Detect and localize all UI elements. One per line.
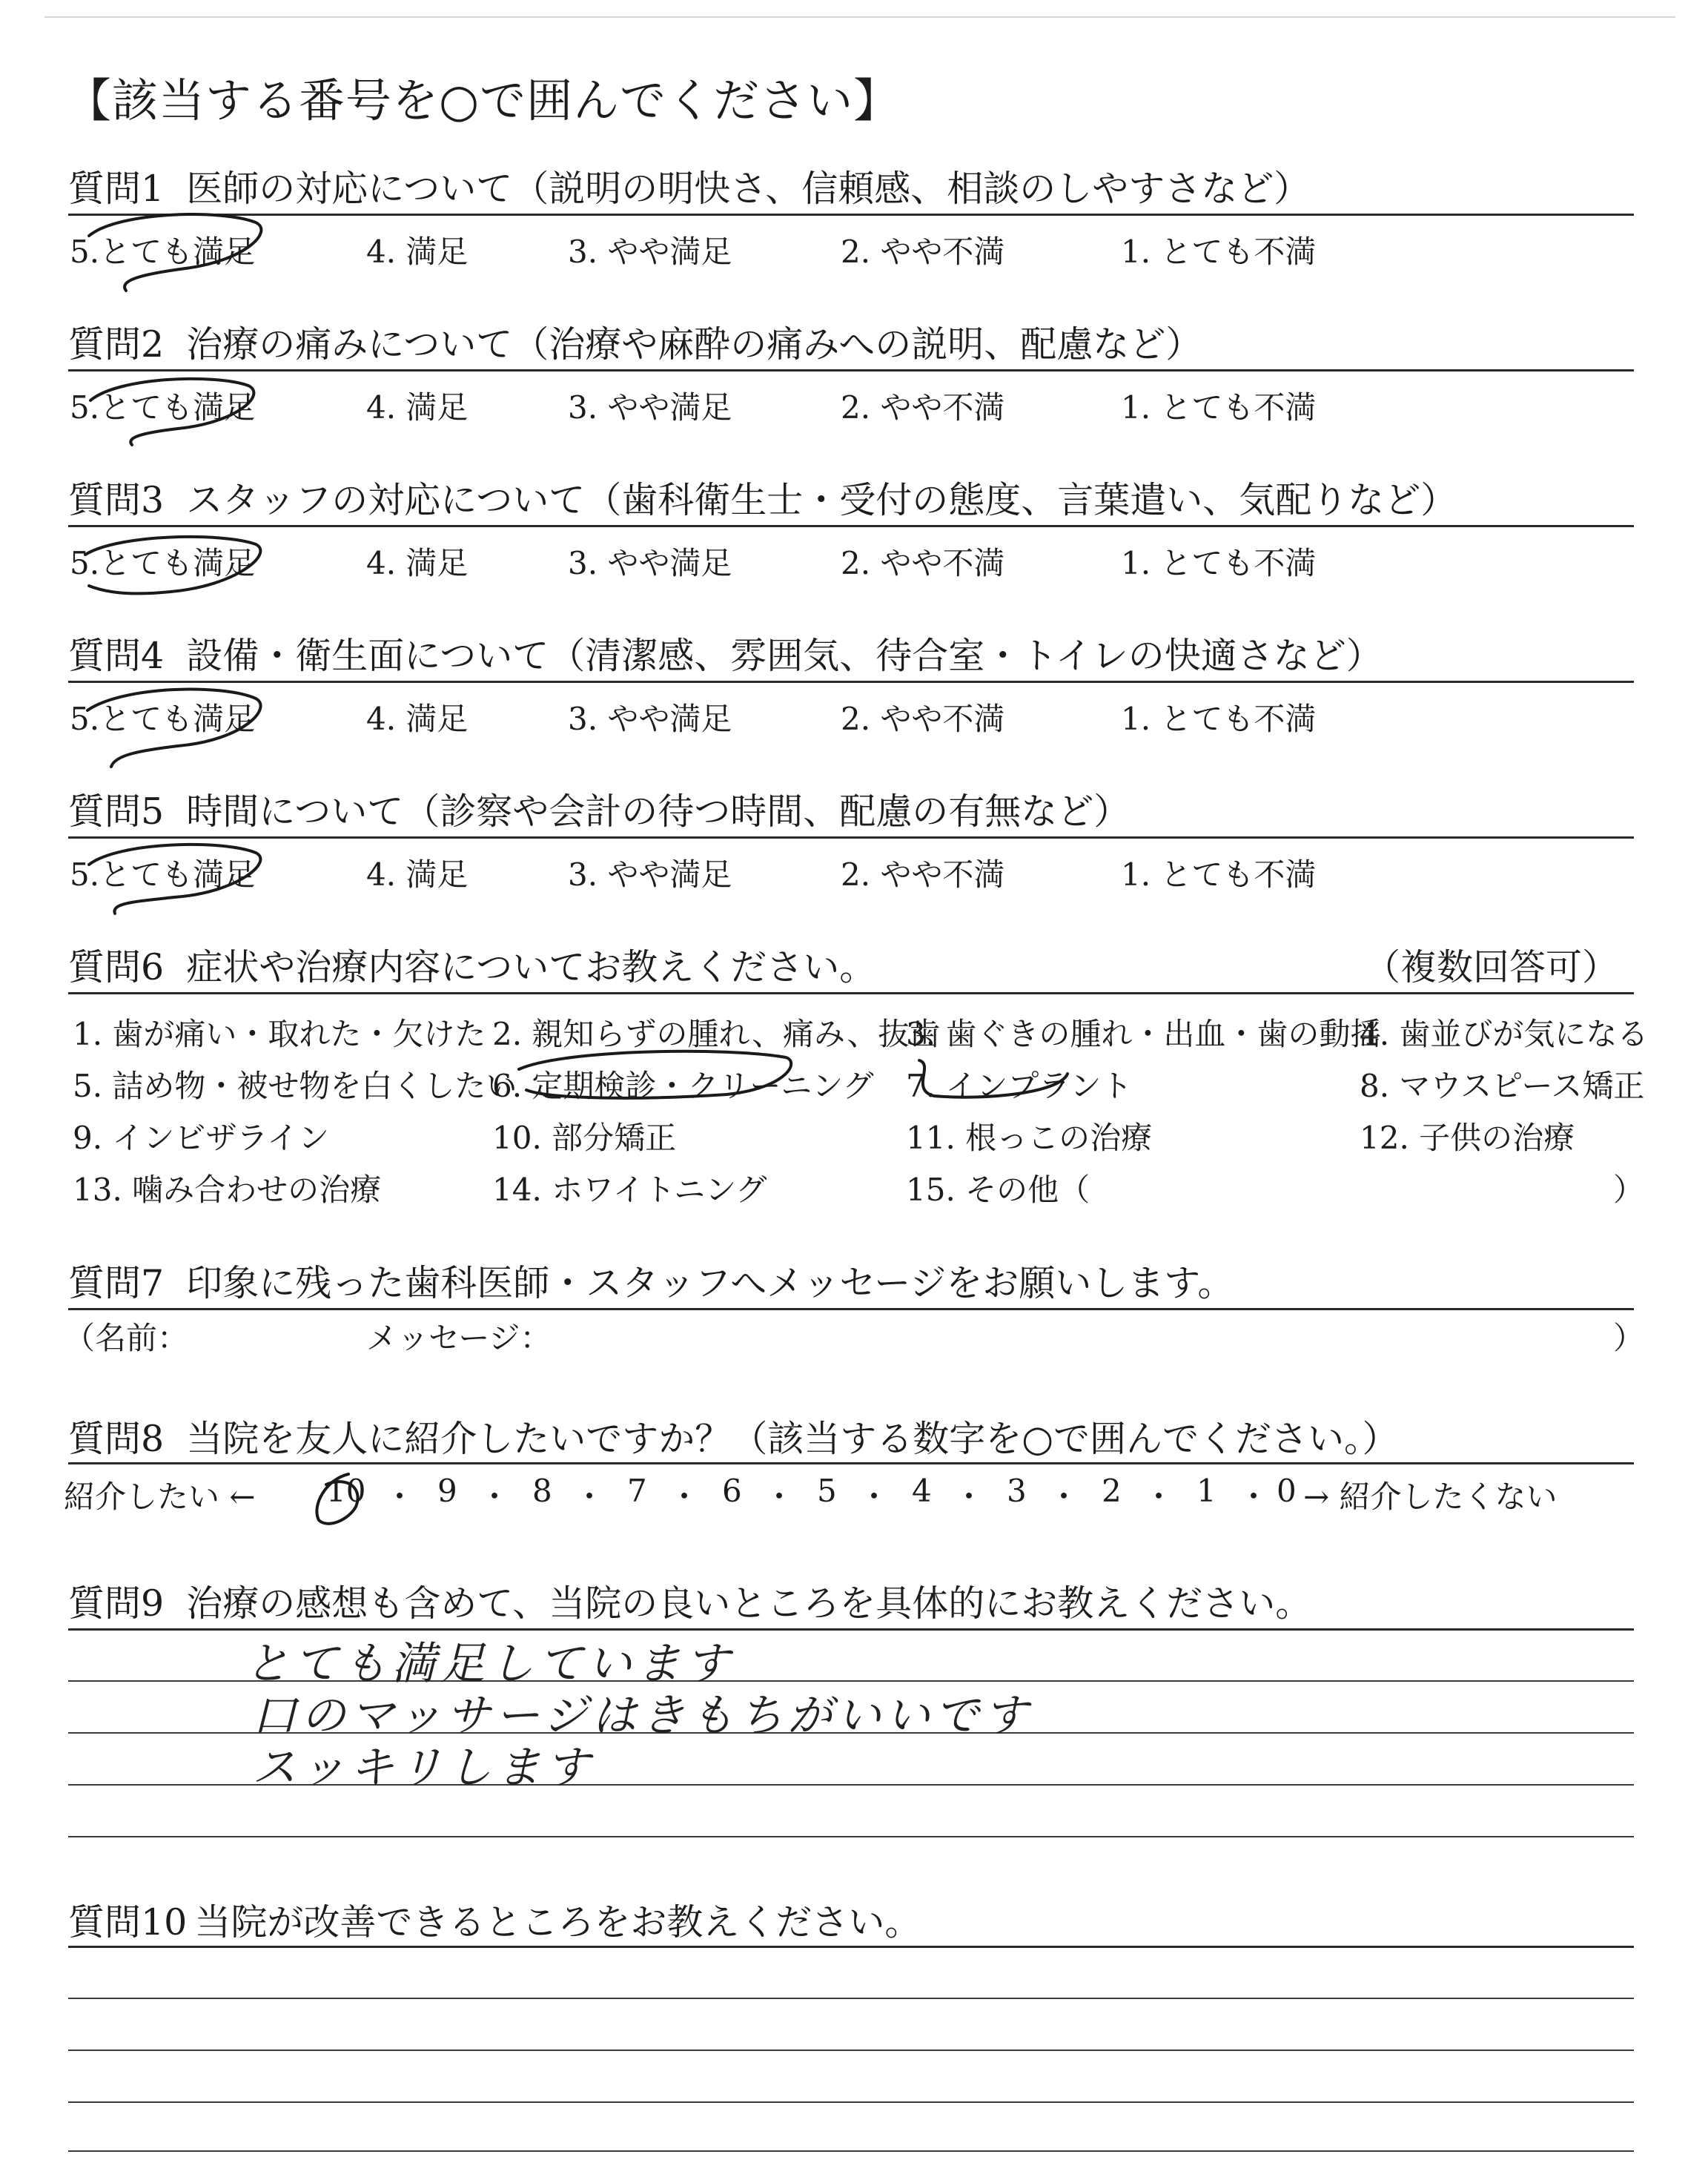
handwritten-answer-line-3[interactable]: スッキリします: [252, 1742, 595, 1794]
answer-line: [68, 1946, 1634, 1948]
answer-line: [68, 2150, 1634, 2152]
question-number: 質問8: [68, 1418, 165, 1460]
q5-option-1[interactable]: 1. とても不満: [1121, 856, 1317, 893]
question-number: 質問3: [68, 479, 165, 521]
question-divider: [68, 836, 1634, 839]
q2-option-4[interactable]: 4. 満足: [366, 389, 469, 426]
q6-option-11[interactable]: 11. 根っこの治療: [906, 1120, 1153, 1156]
answer-line: [68, 1998, 1634, 1999]
question-1: [68, 160, 1310, 212]
question-number: 質問4: [68, 635, 165, 677]
q6-option-2[interactable]: 2. 親知らずの腫れ、痛み、抜歯: [492, 1016, 941, 1052]
q4-option-2[interactable]: 2. やや不満: [841, 701, 1005, 737]
question-8: [68, 1410, 1398, 1462]
q4-option-4[interactable]: 4. 満足: [366, 701, 469, 737]
question-divider: [68, 1462, 1634, 1464]
q5-option-5[interactable]: 5.とても満足: [70, 856, 256, 893]
question-divider: [68, 214, 1634, 216]
q6-option-14[interactable]: 14. ホワイトニング: [492, 1172, 767, 1208]
q4-option-5[interactable]: 5.とても満足: [70, 701, 256, 737]
q8-score-1[interactable]: 1: [1196, 1473, 1217, 1509]
q6-option-9[interactable]: 9. インビザライン: [73, 1120, 330, 1156]
q6-option-15[interactable]: 15. その他（: [906, 1172, 1090, 1208]
question-6: [68, 939, 875, 991]
top-border: [44, 16, 1675, 18]
q2-option-5[interactable]: 5.とても満足: [70, 389, 256, 426]
question-text: 印象に残った歯科医師・スタッフへメッセージをお願いします。: [186, 1262, 1234, 1304]
q5-option-2[interactable]: 2. やや不満: [841, 856, 1005, 893]
q1-option-2[interactable]: 2. やや不満: [841, 234, 1005, 270]
q3-option-4[interactable]: 4. 満足: [366, 545, 469, 581]
question-number: 質問7: [68, 1262, 165, 1304]
q8-score-9[interactable]: 9: [437, 1473, 457, 1509]
q8-separator: ・: [669, 1479, 701, 1515]
q8-right-label: → 紹介したくない: [1303, 1479, 1558, 1515]
handwritten-answer-line-2[interactable]: 口のマッサージはきもちがいいです: [252, 1690, 1033, 1742]
q8-score-4[interactable]: 4: [912, 1473, 932, 1509]
question-text: 治療の感想も含めて、当院の良いところを具体的にお教えください。: [186, 1582, 1312, 1625]
q8-score-8[interactable]: 8: [532, 1473, 552, 1509]
question-4: [68, 627, 1383, 679]
q6-option-4[interactable]: 4. 歯並びが気になる: [1360, 1016, 1649, 1052]
q2-option-2[interactable]: 2. やや不満: [841, 389, 1005, 426]
q4-option-3[interactable]: 3. やや満足: [568, 701, 732, 737]
question-text: 設備・衛生面について（清潔感、雰囲気、待合室・トイレの快適さなど）: [186, 635, 1383, 677]
q3-option-3[interactable]: 3. やや満足: [568, 545, 732, 581]
q6-option-6[interactable]: 6. 定期検診・クリーニング: [492, 1068, 874, 1104]
question-7: [68, 1255, 1234, 1307]
q3-option-2[interactable]: 2. やや不満: [841, 545, 1005, 581]
multiple-answer-note: （複数回答可）: [1364, 946, 1619, 988]
q6-option-5[interactable]: 5. 詰め物・被せ物を白くしたい: [73, 1068, 517, 1104]
q6-other-close: ）: [1613, 1172, 1645, 1208]
q8-separator: ・: [953, 1479, 985, 1515]
q2-option-1[interactable]: 1. とても不満: [1121, 389, 1317, 426]
q3-option-5[interactable]: 5.とても満足: [70, 545, 256, 581]
q8-score-6[interactable]: 6: [722, 1473, 742, 1509]
q4-option-1[interactable]: 1. とても不満: [1121, 701, 1317, 737]
question-text: スタッフの対応について（歯科衛生士・受付の態度、言葉遣い、気配りなど）: [186, 479, 1457, 521]
q8-separator: ・: [384, 1479, 416, 1515]
q1-option-5[interactable]: 5.とても満足: [70, 234, 256, 270]
q8-left-label: 紹介したい ←: [64, 1479, 256, 1515]
question-text: 医師の対応について（説明の明快さ、信頼感、相談のしやすさなど）: [186, 168, 1311, 210]
q6-option-13[interactable]: 13. 噛み合わせの治療: [73, 1172, 382, 1208]
q6-option-12[interactable]: 12. 子供の治療: [1360, 1120, 1575, 1156]
q7-close: ）: [1613, 1320, 1645, 1356]
q6-option-1[interactable]: 1. 歯が痛い・取れた・欠けた: [73, 1016, 486, 1052]
q1-option-1[interactable]: 1. とても不満: [1121, 234, 1317, 270]
q8-separator: ・: [1048, 1479, 1080, 1515]
q6-option-10[interactable]: 10. 部分矯正: [492, 1120, 677, 1156]
question-number: 質問1: [68, 168, 165, 210]
q8-score-10[interactable]: 10: [326, 1473, 366, 1509]
question-number: 質問2: [68, 323, 165, 366]
question-text: 時間について（診察や会計の待つ時間、配慮の有無など）: [186, 790, 1131, 833]
question-divider: [68, 525, 1634, 527]
question-9: [68, 1575, 1311, 1627]
q1-option-4[interactable]: 4. 満足: [366, 234, 469, 270]
question-text: 当院が改善できるところをお教えください。: [194, 1901, 921, 1943]
q7-message-label: メッセージ：: [366, 1320, 552, 1356]
q6-option-3[interactable]: 3. 歯ぐきの腫れ・出血・歯の動揺: [906, 1016, 1382, 1052]
q8-score-7[interactable]: 7: [627, 1473, 647, 1509]
answer-line: [68, 2101, 1634, 2103]
question-number: 質問9: [68, 1582, 165, 1625]
q8-separator: ・: [479, 1479, 511, 1515]
question-number: 質問10: [68, 1901, 188, 1943]
question-text: 当院を友人に紹介したいですか？（該当する数字を○で囲んでください。）: [186, 1418, 1399, 1460]
q8-separator: ・: [1143, 1479, 1175, 1515]
q1-option-3[interactable]: 3. やや満足: [568, 234, 732, 270]
question-divider: [68, 369, 1634, 371]
q5-option-3[interactable]: 3. やや満足: [568, 856, 732, 893]
instruction-heading: 【該当する番号を○で囲んでください】: [65, 73, 901, 128]
question-3: [68, 472, 1457, 524]
q6-option-8[interactable]: 8. マウスピース矯正: [1360, 1068, 1645, 1104]
q6-option-7[interactable]: 7. インプラント: [906, 1068, 1133, 1104]
question-text: 症状や治療内容についてお教えください。: [186, 946, 876, 988]
q3-option-1[interactable]: 1. とても不満: [1121, 545, 1317, 581]
q5-option-4[interactable]: 4. 満足: [366, 856, 469, 893]
q8-score-3[interactable]: 3: [1007, 1473, 1027, 1509]
q8-score-0[interactable]: 0: [1277, 1473, 1297, 1509]
handwritten-answer-line-1[interactable]: とても満足しています: [245, 1638, 734, 1690]
question-10: [68, 1894, 921, 1946]
q8-score-2[interactable]: 2: [1102, 1473, 1122, 1509]
q8-separator: ・: [858, 1479, 890, 1515]
question-divider: [68, 1308, 1634, 1310]
answer-line: [68, 2050, 1634, 2051]
question-2: [68, 316, 1202, 368]
q8-separator: ・: [574, 1479, 606, 1515]
question-text: 治療の痛みについて（治療や麻酔の痛みへの説明、配慮など）: [186, 323, 1202, 366]
question-number: 質問5: [68, 790, 165, 833]
question-5: [68, 783, 1130, 835]
question-divider: [68, 992, 1634, 994]
question-divider: [68, 681, 1634, 683]
q8-separator: ・: [1238, 1479, 1270, 1515]
q8-separator: ・: [764, 1479, 795, 1515]
answer-line: [68, 1836, 1634, 1837]
q8-score-5[interactable]: 5: [817, 1473, 837, 1509]
q7-name-label: （名前：: [64, 1320, 189, 1356]
q2-option-3[interactable]: 3. やや満足: [568, 389, 732, 426]
question-number: 質問6: [68, 946, 165, 988]
